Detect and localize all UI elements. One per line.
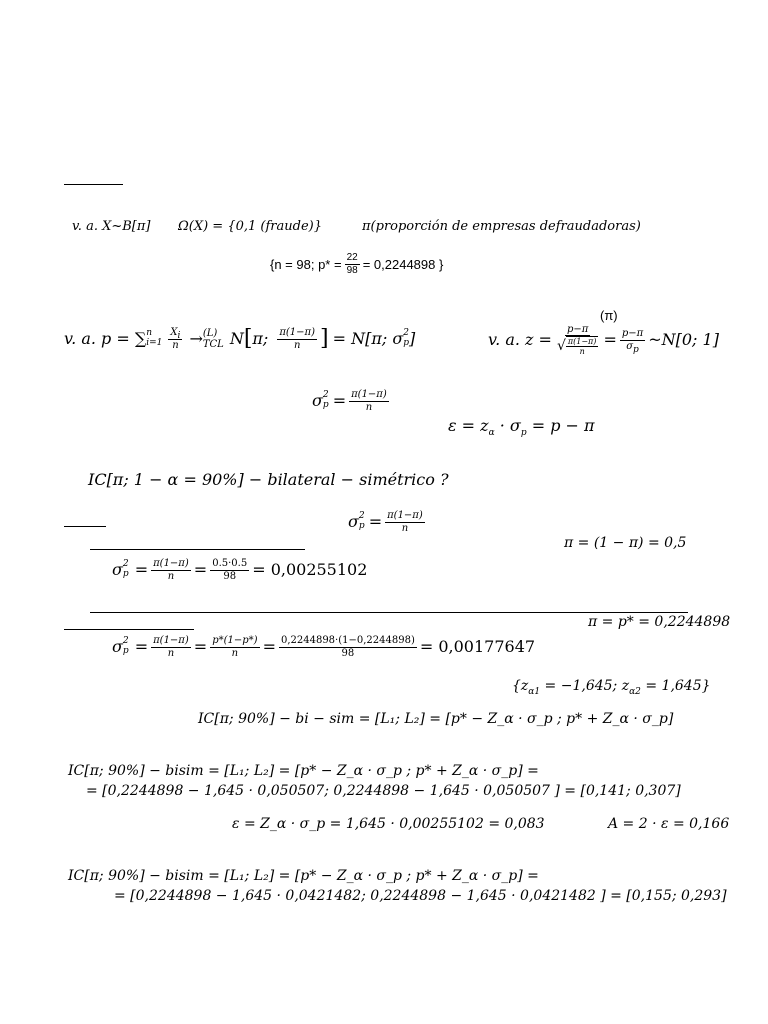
tcl-top: (L) <box>202 328 218 339</box>
z-den-inner-den: n <box>579 347 585 357</box>
epsilon-line: ε = z <box>448 416 489 435</box>
tcl-arrow: → <box>189 329 203 348</box>
z2-fraction <box>620 328 645 355</box>
xi-num: X <box>170 327 178 338</box>
va-z-left: v. a. z = <box>488 330 552 349</box>
va-z-standardization <box>488 320 719 360</box>
epsilon-sub: α <box>488 428 495 439</box>
xi-den: n <box>172 339 179 351</box>
case2-den2: n <box>231 647 239 659</box>
z2-num: p−π <box>621 328 644 339</box>
va-definition: v. a. X~B[π] <box>72 219 151 234</box>
case2-long-rule <box>90 612 688 613</box>
case1-den2: 98 <box>223 570 237 582</box>
case2-num3: 0,2244898·(1−0,2244898) <box>280 635 415 646</box>
z-fraction: p−π √ $\frac{\pi(1-\pi)}{n}$ <box>556 323 597 357</box>
pi-semicolon: π; <box>252 329 269 348</box>
xi-sub: i <box>177 331 181 341</box>
case2-den3: 98 <box>341 647 355 659</box>
xi-fraction <box>168 327 182 351</box>
z-values: {$z_{\alpha 1} = -1,645$; $z_{\alpha 2} = 1,645$} <box>512 678 711 697</box>
z2-den: σ <box>626 340 634 352</box>
header-rule <box>64 184 123 185</box>
epsilon-calculation: ε = Z_α · σ_p = 1,645 · 0,00255102 = 0,083 <box>232 816 545 832</box>
epsilon-mid: · σ <box>494 416 521 435</box>
sigma2-num: π(1−π) <box>387 510 423 521</box>
pi-variance-fraction <box>277 327 317 351</box>
normal-eq: = N[π; σ <box>332 329 404 348</box>
ic-question: IC[π; 1 − α = 90%] − bilateral − simétrico ? <box>88 470 449 489</box>
case2-fraction2 <box>210 635 259 659</box>
case2-num2: p*(1−p*) <box>212 635 258 646</box>
sample-space: Ω(X) = {0,1 (fraude)} <box>178 219 322 234</box>
case2-den1: n <box>167 647 175 659</box>
normal-eq-sup: 2 <box>403 328 409 339</box>
sigma-definition <box>312 384 392 418</box>
sum-upper: n <box>146 328 153 339</box>
z-eq: = <box>603 330 617 349</box>
va-p-left: v. a. p = ∑ <box>64 329 147 348</box>
z-num: p−π <box>567 323 589 335</box>
tcl-bottom: TCL <box>202 339 224 350</box>
pi-var-den: n <box>293 339 301 351</box>
sigma-def-den: n <box>365 401 373 413</box>
sigma-def-sub: p <box>322 400 329 410</box>
sample-open: {n = 98; p* = <box>270 256 342 272</box>
va-p-distribution: v. a. p = ∑ n i=1 $\frac{X_i}{n}$ → (L) TCL N [ π; $\frac{\pi(1-\pi)}{n}$ ] = N[π; σ 2 p ] <box>64 326 416 351</box>
sigma-def-eq: = <box>332 391 347 410</box>
case2-calculation: σ 2 p = $\frac{\pi(1-\pi)}{n}$ = $\frac{p*(1-p*)}{n}$ = $\frac{0,2244898\cdot(1-0,2244898)}{98}$ = 0,00177647 <box>112 635 536 659</box>
sample-close: = 0,2244898 } <box>362 256 444 272</box>
sigma-def-num: π(1−π) <box>351 389 387 400</box>
z2-den-sub: p <box>633 344 639 355</box>
ic1-line1: IC[π; 90%] − bisim = [L₁; L₂] = [p* − Z_α · σ_p ; p* + Z_α · σ_p] = <box>68 763 539 779</box>
case1-num2: 0.5·0.5 <box>212 558 248 569</box>
z-den-inner-num: π(1−π) <box>567 337 597 347</box>
sigma2-left: σ <box>348 512 359 531</box>
sample-num: 22 <box>346 252 358 263</box>
sample-data <box>270 252 443 276</box>
case2-condition: π = p* = 0,2244898 <box>588 614 731 630</box>
pi-paren-label: (π) <box>600 308 618 323</box>
sigma-repeat: σ 2 p = $\frac{\pi(1-\pi)}{n}$ <box>348 510 423 534</box>
case2-fraction3 <box>279 635 417 659</box>
epsilon-definition <box>448 416 595 439</box>
pi-description: π(proporción de empresas defraudadoras) <box>362 219 641 234</box>
z-tail: ~N[0; 1] <box>648 330 719 349</box>
ic2-line2: = [0,2244898 − 1,645 · 0,0421482; 0,2244898 − 1,645 · 0,0421482 ] = [0,155; 0,293] <box>114 888 727 904</box>
sigma-def-fraction <box>349 389 389 413</box>
normal-eq-end: ] <box>409 329 416 348</box>
normal-eq-sub: p <box>403 338 410 348</box>
case1-num1: π(1−π) <box>153 558 189 569</box>
amplitude: A = 2 · ε = 0,166 <box>608 816 730 832</box>
case2-num1: π(1−π) <box>153 635 189 646</box>
ic-bisim-definition: IC[π; 90%] − bi − sim = [L₁; L₂] = [p* − Z_α · σ_p ; p* + Z_α · σ_p] <box>198 711 674 727</box>
case1-calculation: σ 2 p = $\frac{\pi(1-\pi)}{n}$ = $\frac{0.5\cdot 0.5}{98}$ = 0,00255102 <box>112 558 368 582</box>
epsilon-end: = p − π <box>526 416 595 435</box>
section-rule-1 <box>64 526 106 527</box>
case2-left: σ <box>112 637 123 656</box>
pi-var-num: π(1−π) <box>279 327 316 338</box>
case1-fraction2 <box>210 558 249 582</box>
sample-den: 98 <box>346 264 358 276</box>
case1-fraction1 <box>151 558 191 582</box>
case1-rule <box>90 549 305 550</box>
sigma-def-left: σ <box>312 391 323 410</box>
case2-result: = 0,00177647 <box>419 637 536 656</box>
case1-condition: π = (1 − π) = 0,5 <box>564 535 687 551</box>
case1-left: σ <box>112 560 123 579</box>
sigma2-den: n <box>401 522 409 534</box>
normal-n: N <box>229 329 244 348</box>
sample-fraction <box>345 252 360 276</box>
case1-result: = 0,00255102 <box>252 560 368 579</box>
case2-fraction1 <box>151 635 191 659</box>
sigma-def-sup: 2 <box>322 390 329 401</box>
epsilon-sub2: p <box>520 428 527 439</box>
ic1-line2: = [0,2244898 − 1,645 · 0,050507; 0,2244898 − 1,645 · 0,050507 ] = [0,141; 0,307] <box>86 783 681 799</box>
sigma2-fraction <box>385 510 425 534</box>
case1-den1: n <box>167 570 175 582</box>
sum-lower: i=1 <box>146 338 163 348</box>
ic2-line1: IC[π; 90%] − bisim = [L₁; L₂] = [p* − Z_α · σ_p ; p* + Z_α · σ_p] = <box>68 868 539 884</box>
